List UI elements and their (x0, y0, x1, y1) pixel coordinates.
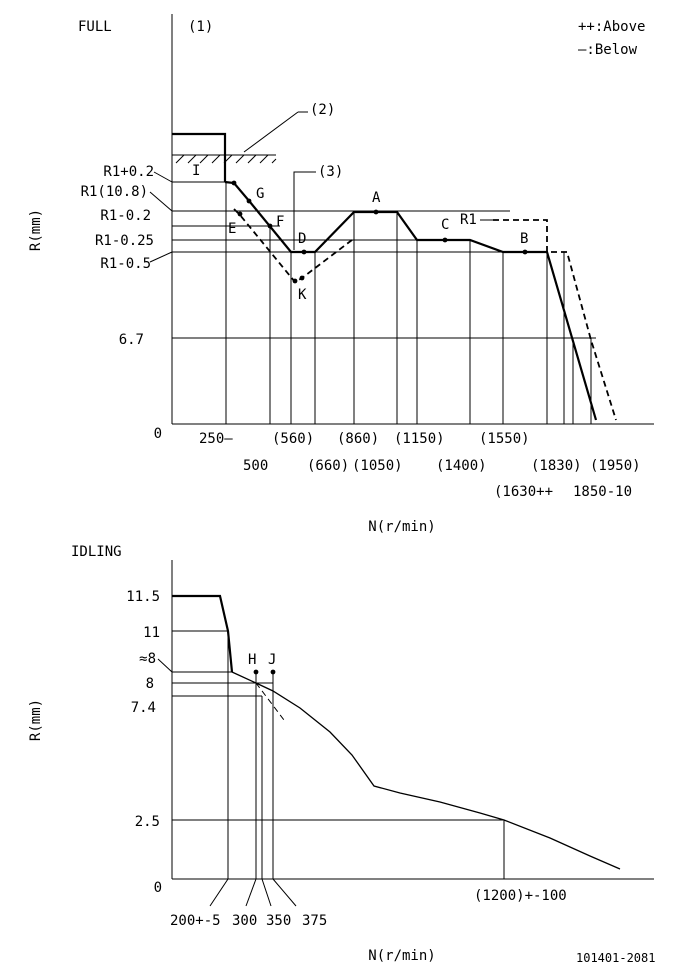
legend-above: ++:Above (578, 19, 646, 35)
callout-3: (3) (318, 164, 344, 180)
r1-label: R1 (460, 212, 477, 228)
point-j-dot (271, 670, 276, 675)
legend-below: —:Below (578, 42, 638, 58)
idling-title: IDLING (71, 544, 122, 560)
svg-text:2.5: 2.5 (134, 814, 160, 830)
svg-text:11: 11 (143, 625, 160, 641)
idling-curve-top (172, 596, 232, 672)
svg-text:375: 375 (302, 913, 328, 929)
svg-text:(1400): (1400) (436, 458, 487, 474)
svg-text:6.7: 6.7 (118, 332, 144, 348)
svg-text:(660): (660) (307, 458, 350, 474)
full-xlabel: N(r/min) (368, 519, 436, 535)
full-ylabel: R(mm) (28, 208, 44, 252)
svg-text:(1550): (1550) (479, 431, 530, 447)
callout-2: (2) (310, 102, 336, 118)
full-title: FULL (78, 19, 112, 35)
svg-text:0: 0 (153, 426, 162, 442)
svg-text:(1150): (1150) (394, 431, 445, 447)
point-d: D (298, 231, 307, 247)
svg-text:R1+0.2: R1+0.2 (103, 164, 154, 180)
point-g: G (256, 186, 265, 202)
full-x-ticks (199, 431, 641, 500)
point-i: I (192, 163, 201, 179)
svg-text:R1(10.8): R1(10.8) (80, 184, 148, 200)
idling-panel (28, 544, 654, 964)
point-e: E (228, 221, 237, 237)
point-h: H (248, 652, 257, 668)
svg-text:200+-5: 200+-5 (170, 913, 221, 929)
idling-y-ticks (126, 589, 172, 896)
idling-ylabel: R(mm) (28, 698, 44, 742)
svg-text:0: 0 (153, 880, 162, 896)
idling-xlabel: N(r/min) (368, 948, 436, 964)
point-b: B (520, 231, 529, 247)
idling-x-ticks (170, 879, 567, 929)
svg-text:(1950): (1950) (590, 458, 641, 474)
svg-text:8: 8 (145, 676, 154, 692)
svg-text:≈8: ≈8 (139, 651, 156, 667)
idling-v-guides (228, 631, 504, 879)
svg-text:(1200)+-100: (1200)+-100 (474, 888, 567, 904)
svg-text:R1-0.5: R1-0.5 (100, 256, 151, 272)
full-dashed-curve (234, 209, 352, 282)
note-1: (1) (188, 19, 214, 35)
svg-text:7.4: 7.4 (130, 700, 156, 716)
svg-text:(1630++: (1630++ (494, 484, 554, 500)
callout-2-leader (244, 112, 298, 152)
full-panel (28, 14, 654, 535)
svg-text:500: 500 (243, 458, 269, 474)
svg-text:R1-0.2: R1-0.2 (100, 208, 151, 224)
svg-text:1850-10: 1850-10 (573, 484, 633, 500)
full-y-ticks (81, 164, 172, 442)
svg-text:(860): (860) (337, 431, 380, 447)
point-f: F (276, 214, 285, 230)
idling-h-guides (172, 631, 504, 820)
point-c: C (441, 217, 450, 233)
svg-text:350: 350 (266, 913, 292, 929)
full-point-letters (192, 163, 528, 303)
full-dashed-right (493, 220, 616, 420)
svg-text:11.5: 11.5 (126, 589, 160, 605)
point-a: A (372, 190, 381, 206)
svg-text:300: 300 (232, 913, 258, 929)
doc-number: 101401-2081 (576, 951, 656, 965)
idling-curve (232, 672, 620, 869)
svg-text:(1830): (1830) (531, 458, 582, 474)
point-j: J (268, 652, 277, 668)
full-h-guides (172, 182, 596, 338)
point-h-dot (254, 670, 259, 675)
idling-dashed (256, 683, 284, 720)
svg-text:(1050): (1050) (352, 458, 403, 474)
svg-text:250—: 250— (199, 431, 233, 447)
svg-text:R1-0.25: R1-0.25 (94, 233, 154, 249)
svg-text:(560): (560) (272, 431, 315, 447)
point-k: K (298, 287, 307, 303)
